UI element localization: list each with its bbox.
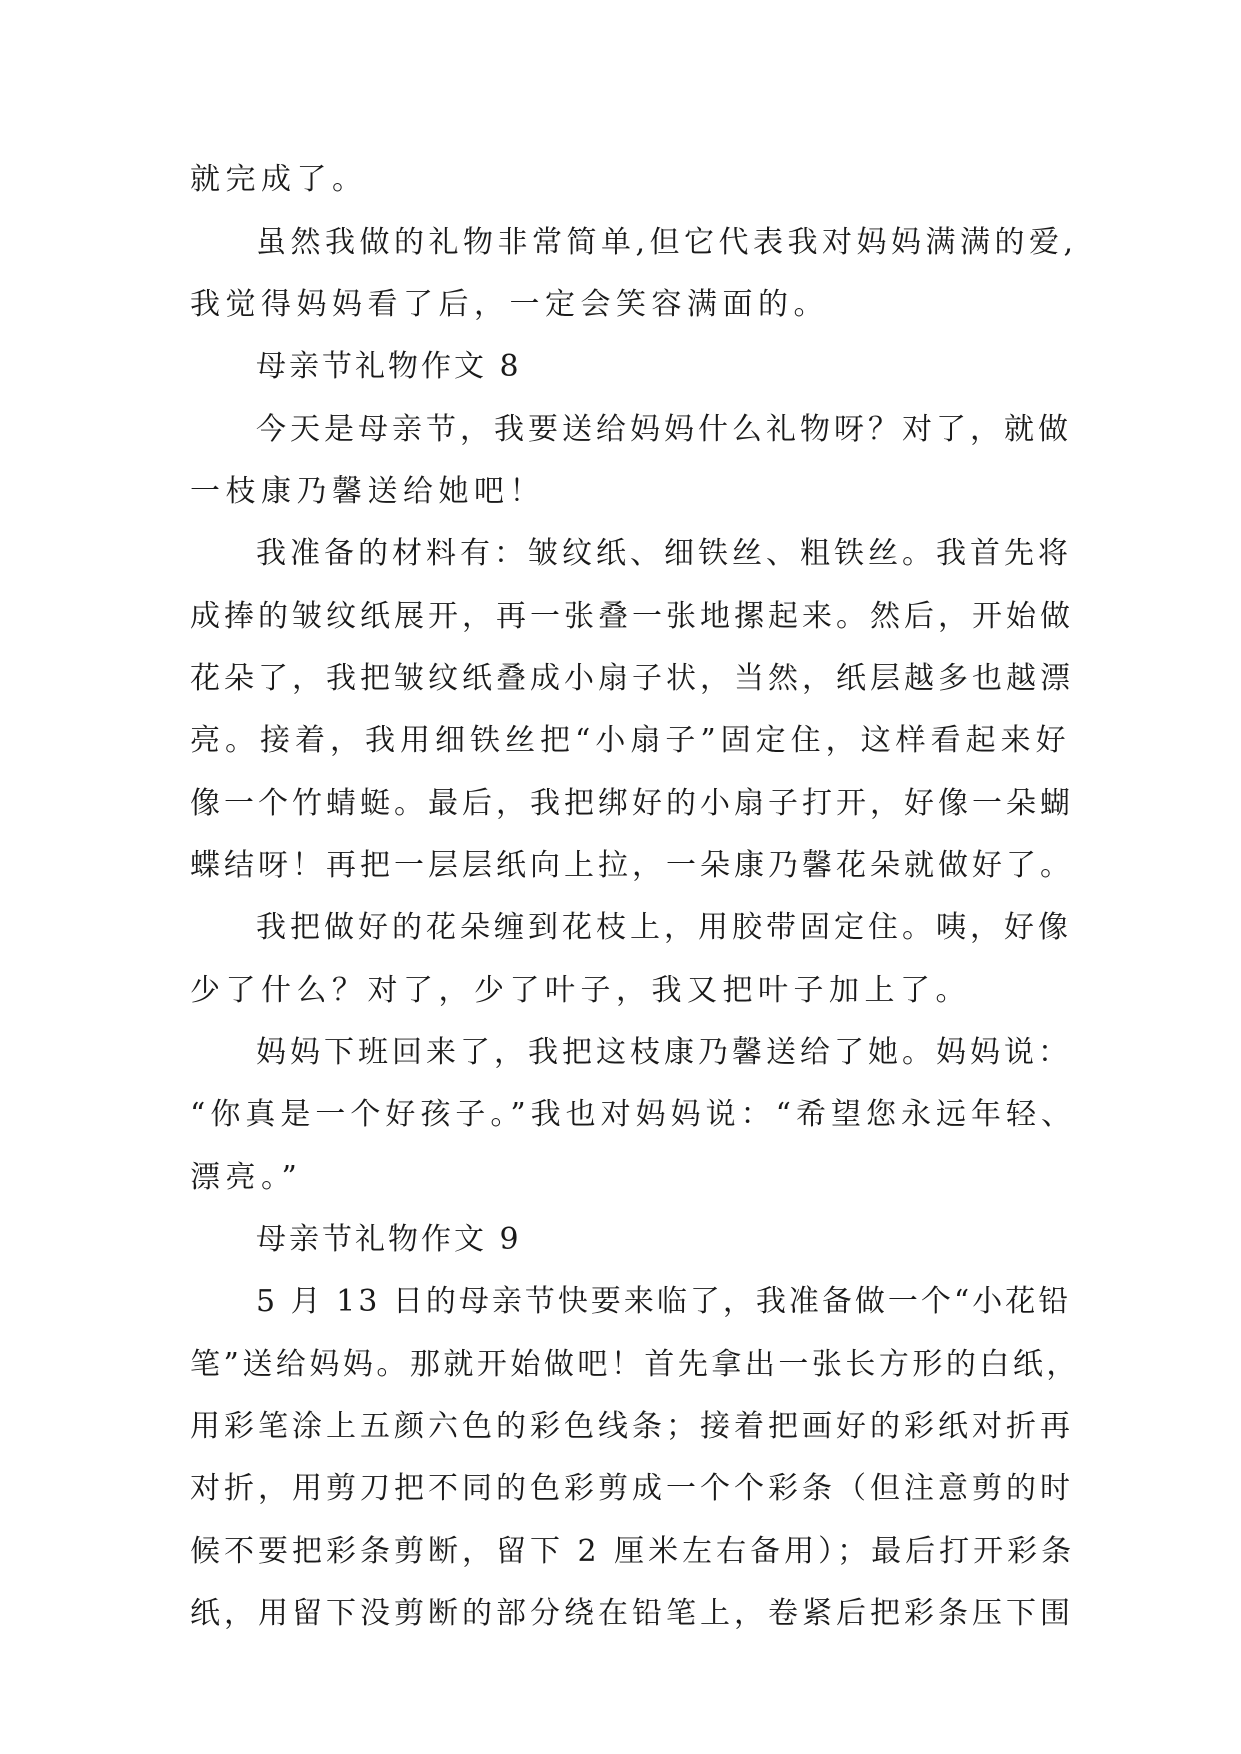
paragraph-line: 漂亮。” [190, 1160, 303, 1195]
paragraph-line: 成捧的皱纹纸展开，再一张叠一张地摞起来。然后，开始做 [190, 599, 1074, 634]
paragraph-line: 笔”送给妈妈。那就开始做吧！首先拿出一张长方形的白纸， [190, 1347, 1080, 1382]
paragraph-line: 我觉得妈妈看了后，一定会笑容满面的。 [190, 287, 829, 322]
paragraph-line: 今天是母亲节，我要送给妈妈什么礼物呀？对了，就做 [256, 412, 1072, 447]
paragraph-line: 就完成了。 [190, 162, 368, 197]
section-heading: 母亲节礼物作文 9 [256, 1222, 522, 1257]
paragraph-line: 我准备的材料有：皱纹纸、细铁丝、粗铁丝。我首先将 [256, 536, 1072, 571]
paragraph-line: 像一个竹蜻蜓。最后，我把绑好的小扇子打开，好像一朵蝴 [190, 786, 1074, 821]
paragraph-line: 纸，用留下没剪断的部分绕在铅笔上，卷紧后把彩条压下围 [190, 1596, 1074, 1631]
paragraph-line: 5 月 13 日的母亲节快要来临了，我准备做一个“小花铅 [256, 1284, 1072, 1319]
paragraph-line: 我把做好的花朵缠到花枝上，用胶带固定住。咦，好像 [256, 910, 1072, 945]
paragraph-line: 蝶结呀！再把一层层纸向上拉，一朵康乃馨花朵就做好了。 [190, 848, 1074, 883]
paragraph-line: 对折，用剪刀把不同的色彩剪成一个个彩条（但注意剪的时 [190, 1471, 1074, 1506]
paragraph-line: 少了什么？对了，少了叶子，我又把叶子加上了。 [190, 973, 971, 1008]
paragraph-line: 花朵了，我把皱纹纸叠成小扇子状，当然，纸层越多也越漂 [190, 661, 1074, 696]
paragraph-line: 妈妈下班回来了，我把这枝康乃馨送给了她。妈妈说： [256, 1035, 1072, 1070]
paragraph-line: 虽然我做的礼物非常简单,但它代表我对妈妈满满的爱, [256, 225, 1078, 260]
paragraph-line: “你真是一个好孩子。”我也对妈妈说：“希望您永远年轻、 [190, 1097, 1077, 1132]
paragraph-line: 亮。接着，我用细铁丝把“小扇子”固定住，这样看起来好 [190, 723, 1071, 758]
paragraph-line: 候不要把彩条剪断，留下 2 厘米左右备用）；最后打开彩条 [190, 1534, 1076, 1569]
paragraph-line: 用彩笔涂上五颜六色的彩色线条；接着把画好的彩纸对折再 [190, 1409, 1074, 1444]
section-heading: 母亲节礼物作文 8 [256, 349, 522, 384]
paragraph-line: 一枝康乃馨送给她吧！ [190, 474, 545, 509]
